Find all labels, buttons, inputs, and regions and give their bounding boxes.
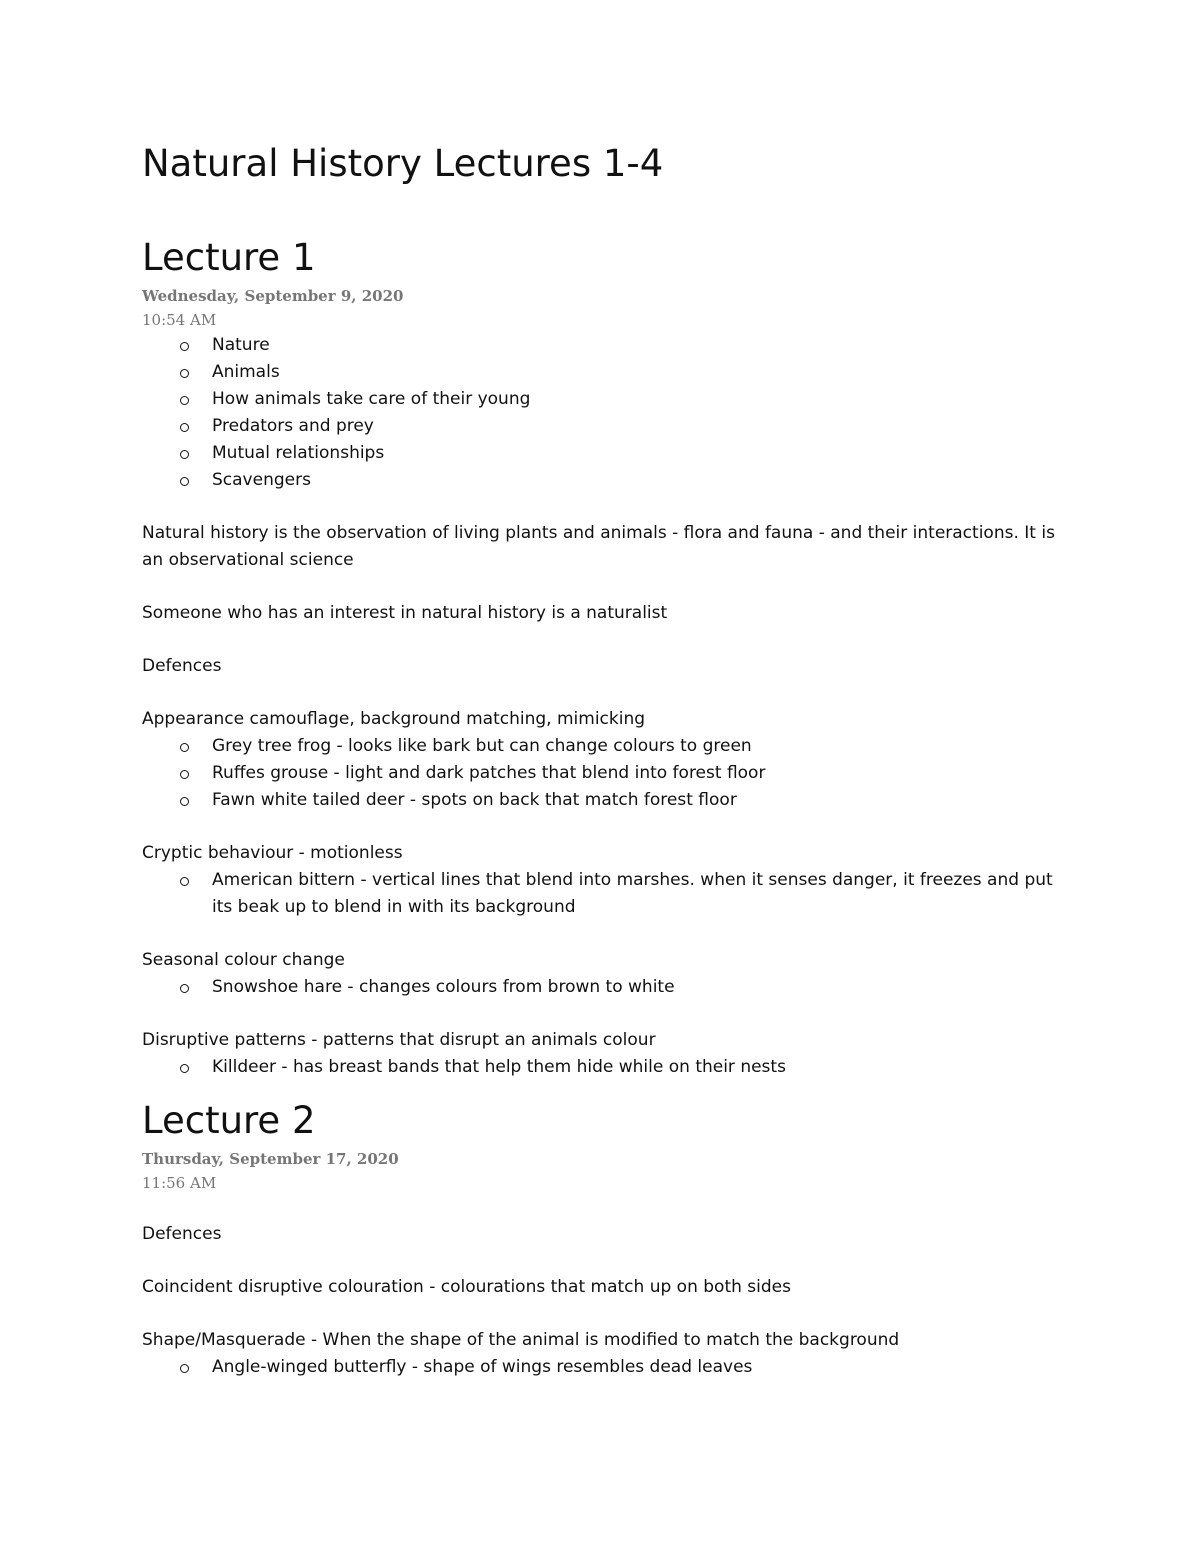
list-item: Ruffes grouse - light and dark patches that blend into forest floor xyxy=(142,760,1062,787)
bullet-circle-icon xyxy=(180,797,189,806)
list-item: How animals take care of their young xyxy=(142,386,1062,413)
list-item: Angle-winged butterfly - shape of wings resembles dead leaves xyxy=(142,1354,1062,1381)
list-item: Grey tree frog - looks like bark but can change colours to green xyxy=(142,733,1062,760)
list-item: Killdeer - has breast bands that help them hide while on their nests xyxy=(142,1054,1062,1081)
lecture-1-topic-list xyxy=(142,332,1062,494)
document-body xyxy=(142,136,1062,1381)
list-item: Scavengers xyxy=(142,467,1062,494)
bullet-circle-icon xyxy=(180,1364,189,1373)
lecture-1-heading: Lecture 1 xyxy=(142,236,316,279)
lecture-2-time: 11:56 AM xyxy=(142,1174,217,1192)
naturalist-paragraph: Someone who has an interest in natural history is a naturalist xyxy=(142,603,668,623)
bullet-circle-icon xyxy=(180,342,189,351)
list-item: American bittern - vertical lines that blend into marshes. when it senses danger, it freezes and put its beak up to blend in with its background xyxy=(142,867,1062,921)
bullet-circle-icon xyxy=(180,743,189,752)
shape-label: Shape/Masquerade - When the shape of the animal is modified to match the background xyxy=(142,1330,900,1350)
document-title: Natural History Lectures 1-4 xyxy=(142,142,664,185)
bullet-circle-icon xyxy=(180,369,189,378)
bullet-circle-icon xyxy=(180,423,189,432)
bullet-circle-icon xyxy=(180,1064,189,1073)
definition-paragraph: Natural history is the observation of living plants and animals - flora and fauna - and their interactions. It is an observational science xyxy=(142,523,1055,570)
bullet-circle-icon xyxy=(180,396,189,405)
seasonal-label: Seasonal colour change xyxy=(142,950,345,970)
bullet-circle-icon xyxy=(180,984,189,993)
defences-label: Defences xyxy=(142,656,222,676)
appearance-label: Appearance camouflage, background matching, mimicking xyxy=(142,709,646,729)
cryptic-label: Cryptic behaviour - motionless xyxy=(142,843,403,863)
bullet-circle-icon xyxy=(180,477,189,486)
coincident-paragraph: Coincident disruptive colouration - colourations that match up on both sides xyxy=(142,1277,791,1297)
disruptive-label: Disruptive patterns - patterns that disrupt an animals colour xyxy=(142,1030,656,1050)
lecture-2-heading: Lecture 2 xyxy=(142,1099,316,1142)
lecture-1-date: Wednesday, September 9, 2020 xyxy=(142,287,404,305)
lecture-1-time: 10:54 AM xyxy=(142,311,217,329)
bullet-circle-icon xyxy=(180,877,189,886)
defences-label: Defences xyxy=(142,1224,222,1244)
list-item: Animals xyxy=(142,359,1062,386)
list-item: Mutual relationships xyxy=(142,440,1062,467)
bullet-circle-icon xyxy=(180,770,189,779)
list-item: Snowshoe hare - changes colours from brown to white xyxy=(142,974,1062,1001)
list-item: Nature xyxy=(142,332,1062,359)
bullet-circle-icon xyxy=(180,450,189,459)
list-item: Predators and prey xyxy=(142,413,1062,440)
list-item: Fawn white tailed deer - spots on back that match forest floor xyxy=(142,787,1062,814)
lecture-2-date: Thursday, September 17, 2020 xyxy=(142,1150,399,1168)
